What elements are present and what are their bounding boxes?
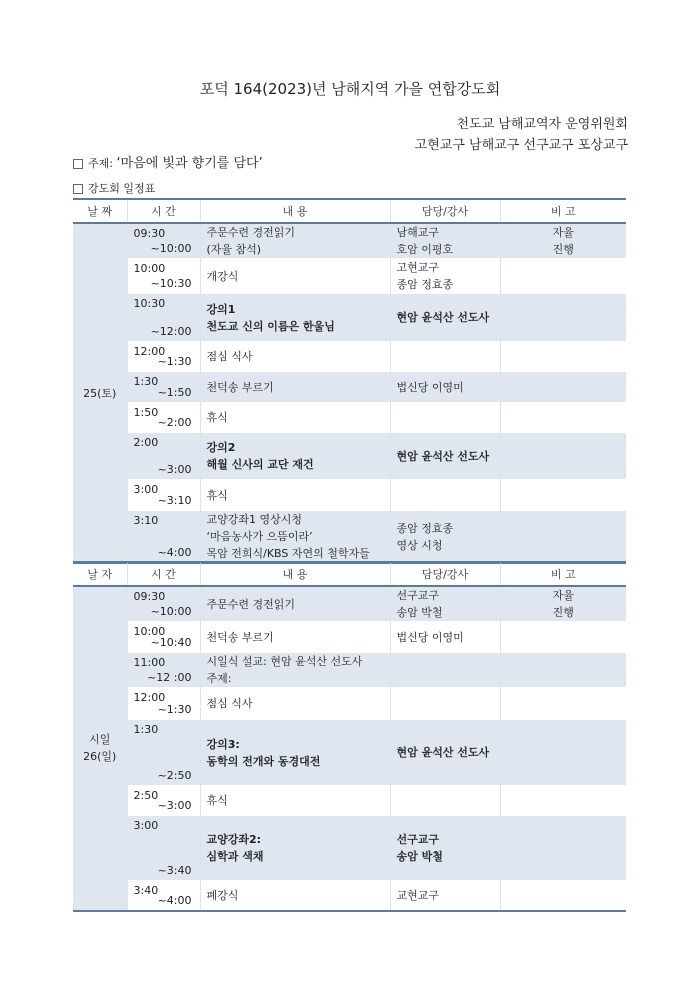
table-row: [73, 372, 626, 403]
speaker-cell: [390, 223, 500, 259]
end-time: ~3:00: [157, 463, 192, 476]
content-cell: [200, 720, 390, 786]
content-cell: [200, 816, 390, 881]
end-time: ~12:00: [150, 325, 192, 338]
content-cell: [200, 688, 390, 720]
start-time: 09:30: [133, 590, 166, 603]
column-header: 시 간: [127, 562, 200, 586]
time-cell: [127, 433, 200, 480]
note-cell: [500, 259, 626, 294]
table-row: [73, 688, 626, 720]
column-header: 날 짜: [73, 199, 127, 223]
time-cell: [127, 372, 200, 403]
speaker-line: 교현교구: [396, 888, 440, 902]
table-row: [73, 720, 626, 786]
speaker-line: 현암 윤석산 선도사: [396, 449, 490, 463]
speaker-cell: [390, 294, 500, 342]
content-cell: [200, 372, 390, 403]
content-line: 강의1: [206, 302, 236, 316]
start-time: 3:40: [133, 884, 159, 897]
content-line: 교양강좌1 영상시청: [206, 513, 303, 526]
content-line: 교양강좌2:: [206, 833, 262, 846]
content-line: 목암 전희식/KBS 자연의 철학자들: [206, 547, 370, 560]
note-cell: [500, 653, 626, 688]
speaker-cell: [390, 259, 500, 294]
content-line: 휴식: [206, 488, 228, 502]
end-time: ~2:00: [157, 416, 192, 429]
checkbox-icon: [73, 184, 83, 194]
end-time: ~1:50: [157, 386, 192, 399]
time-cell: [127, 259, 200, 294]
content-line: 휴식: [206, 794, 228, 807]
table-row: [73, 294, 626, 342]
start-time: 3:10: [133, 514, 159, 527]
note-cell: [500, 403, 626, 433]
end-time: ~4:00: [157, 546, 192, 559]
column-header: 비 고: [500, 199, 626, 223]
column-header: 담당/강사: [390, 562, 500, 586]
note-cell: [500, 816, 626, 881]
speaker-cell: [390, 342, 500, 372]
note-cell: [500, 622, 626, 653]
speaker-cell: [390, 786, 500, 816]
start-time: 10:00: [133, 262, 166, 275]
speaker-line: 현암 윤석산 선도사: [396, 311, 490, 324]
start-time: 10:00: [133, 625, 166, 638]
speaker-line: 종암 정효종: [396, 521, 454, 535]
start-time: 12:00: [133, 345, 166, 358]
content-line: 주제:: [206, 672, 232, 685]
table-row: [73, 786, 626, 816]
table-row: [73, 433, 626, 480]
content-line: 강의3:: [206, 737, 240, 751]
content-line: (자율 참석): [206, 243, 262, 256]
speaker-line: 송암 박철: [396, 850, 443, 863]
note-cell: [500, 223, 626, 259]
speaker-cell: [390, 653, 500, 688]
speaker-cell: [390, 816, 500, 881]
start-time: 1:30: [133, 723, 159, 736]
table-row: [73, 816, 626, 881]
column-header: 내 용: [200, 562, 390, 586]
column-header: 시 간: [127, 199, 200, 223]
time-cell: [127, 786, 200, 816]
column-header: 내 용: [200, 199, 390, 223]
column-header: 담당/강사: [390, 199, 500, 223]
content-line: 폐강식: [206, 888, 239, 902]
table-row: [73, 622, 626, 653]
note-cell: [500, 342, 626, 372]
schedule-table-day2: [73, 561, 626, 912]
time-cell: [127, 223, 200, 259]
end-time: ~10:00: [150, 605, 192, 618]
start-time: 10:30: [133, 297, 166, 310]
content-line: 심학과 색채: [206, 850, 264, 863]
date-label: 시일: [89, 733, 111, 747]
note-cell: [500, 881, 626, 911]
content-line: 해월 신사의 교단 재건: [206, 458, 314, 471]
time-cell: [127, 511, 200, 564]
speaker-line: 송암 박철: [396, 606, 443, 619]
content-cell: [200, 480, 390, 511]
end-time: ~3:40: [157, 864, 192, 877]
schedule-table-day1: [73, 198, 626, 564]
speaker-line: 종암 정효종: [396, 278, 454, 291]
content-cell: [200, 786, 390, 816]
content-line: 천덕송 부르기: [206, 380, 274, 394]
start-time: 2:50: [133, 789, 159, 802]
date-label: 26(일): [83, 750, 117, 764]
content-line: ‘마음농사가 으뜸이라’: [206, 530, 313, 543]
speaker-cell: [390, 480, 500, 511]
speaker-line: 영상 시청: [396, 538, 443, 552]
note-line: 자율: [552, 226, 574, 239]
organizer-line-2: 고현교구 남해교구 선구교구 포상교구: [414, 138, 628, 153]
checkbox-icon: [73, 159, 83, 169]
content-line: 개강식: [206, 269, 239, 283]
time-cell: [127, 403, 200, 433]
note-cell: [500, 294, 626, 342]
note-cell: [500, 480, 626, 511]
note-line: 진행: [552, 606, 574, 619]
start-time: 1:50: [133, 406, 159, 419]
theme-section: [73, 152, 263, 171]
content-line: 천도교 신의 이름은 한울님: [206, 319, 335, 333]
end-time: ~3:00: [157, 799, 192, 812]
time-cell: [127, 480, 200, 511]
schedule-label: 강도회 일정표: [88, 182, 156, 195]
date-cell: [73, 586, 127, 911]
note-cell: [500, 688, 626, 720]
table-row: [73, 342, 626, 372]
time-cell: [127, 342, 200, 372]
note-cell: [500, 586, 626, 622]
end-time: ~4:00: [157, 893, 192, 907]
note-cell: [500, 372, 626, 403]
end-time: ~10:00: [150, 242, 192, 255]
table-row: [73, 653, 626, 688]
content-line: 동학의 전개와 동경대전: [206, 754, 321, 768]
content-cell: [200, 403, 390, 433]
note-cell: [500, 786, 626, 816]
time-cell: [127, 816, 200, 881]
content-cell: [200, 259, 390, 294]
speaker-cell: [390, 720, 500, 786]
end-time: ~10:40: [150, 636, 192, 649]
speaker-cell: [390, 403, 500, 433]
table-row: [73, 586, 626, 622]
note-cell: [500, 511, 626, 564]
content-line: 천덕송 부르기: [206, 630, 274, 644]
start-time: 12:00: [133, 691, 166, 704]
time-cell: [127, 294, 200, 342]
speaker-cell: [390, 688, 500, 720]
start-time: 11:00: [133, 656, 166, 669]
table-row: [73, 480, 626, 511]
speaker-cell: [390, 372, 500, 403]
table-row: [73, 511, 626, 564]
speaker-line: 선구교구: [396, 833, 440, 846]
table-row: [73, 223, 626, 259]
column-header: 비 고: [500, 562, 626, 586]
content-cell: [200, 223, 390, 259]
content-cell: [200, 511, 390, 564]
start-time: 3:00: [133, 819, 159, 832]
speaker-line: 남해교구: [396, 226, 440, 239]
time-cell: [127, 881, 200, 911]
speaker-cell: [390, 622, 500, 653]
theme-label: 주제:: [88, 157, 113, 170]
speaker-line: 현암 윤석산 선도사: [396, 746, 490, 759]
speaker-cell: [390, 511, 500, 564]
end-time: ~1:30: [157, 355, 192, 368]
end-time: ~3:10: [157, 494, 192, 507]
content-cell: [200, 622, 390, 653]
content-line: 강의2: [206, 441, 236, 454]
speaker-cell: [390, 433, 500, 480]
start-time: 09:30: [133, 227, 166, 240]
note-line: 자율: [552, 589, 574, 602]
note-line: 진행: [552, 243, 574, 256]
end-time: ~1:30: [157, 703, 192, 716]
end-time: ~12 :00: [147, 671, 192, 684]
speaker-line: 법신당 이영미: [396, 630, 464, 644]
table-row: [73, 403, 626, 433]
table-row: [73, 881, 626, 911]
start-time: 1:30: [133, 375, 159, 388]
content-line: 주문수련 경전읽기: [206, 597, 296, 611]
content-cell: [200, 433, 390, 480]
organizer-line-1: 천도교 남해교역자 운영위원회: [456, 117, 628, 132]
content-cell: [200, 586, 390, 622]
time-cell: [127, 720, 200, 786]
note-cell: [500, 433, 626, 480]
content-line: 휴식: [206, 411, 228, 424]
schedule-section: [73, 180, 155, 196]
content-line: 점심 식사: [206, 697, 253, 710]
theme-text: ‘마음에 빛과 향기를 담다’: [116, 156, 263, 171]
date-cell: [73, 223, 127, 563]
content-cell: [200, 342, 390, 372]
start-time: 2:00: [133, 436, 159, 449]
content-line: 주문수련 경전읽기: [206, 226, 296, 239]
time-cell: [127, 622, 200, 653]
content-cell: [200, 653, 390, 688]
content-cell: [200, 294, 390, 342]
date-label: 25(토): [83, 386, 117, 400]
end-time: ~2:50: [157, 769, 192, 782]
speaker-cell: [390, 586, 500, 622]
time-cell: [127, 586, 200, 622]
speaker-line: 고현교구: [396, 261, 440, 274]
speaker-cell: [390, 881, 500, 911]
content-line: 점심 식사: [206, 350, 253, 363]
time-cell: [127, 653, 200, 688]
start-time: 3:00: [133, 483, 159, 496]
speaker-line: 법신당 이영미: [396, 380, 464, 394]
content-line: 시일식 설교: 현암 윤석산 선도사: [206, 655, 363, 668]
end-time: ~10:30: [150, 277, 192, 290]
content-cell: [200, 881, 390, 911]
speaker-line: 선구교구: [396, 589, 440, 602]
table-row: [73, 259, 626, 294]
speaker-line: 호암 이평호: [396, 243, 454, 256]
time-cell: [127, 688, 200, 720]
document-title: 포덕 164(2023)년 남해지역 가을 연합강도회: [199, 80, 501, 98]
note-cell: [500, 720, 626, 786]
column-header: 날 자: [73, 562, 127, 586]
